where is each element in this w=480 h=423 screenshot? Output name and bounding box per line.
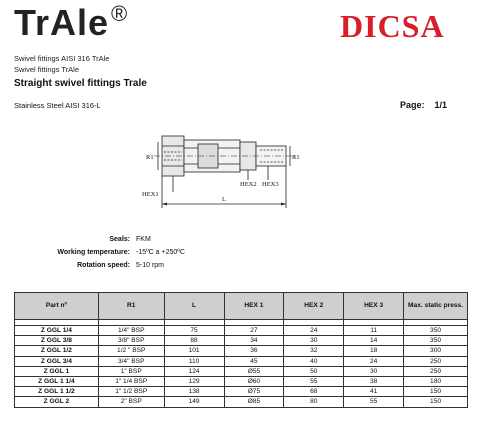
material-text: Stainless Steel AISI 316-L bbox=[14, 101, 101, 110]
table-row bbox=[15, 387, 468, 397]
fitting-drawing bbox=[140, 128, 310, 216]
cell-hex1: 34 bbox=[224, 336, 284, 346]
col-header-r1: R1 bbox=[98, 293, 164, 320]
trale-logo: TrAle® bbox=[14, 1, 129, 43]
table-row bbox=[15, 397, 468, 407]
col-header-hex2: HEX 2 bbox=[284, 293, 344, 320]
spec-value-rotation: 5-10 rpm bbox=[136, 262, 165, 269]
cell-pressure: 250 bbox=[404, 366, 468, 376]
cell-pressure: 300 bbox=[404, 346, 468, 356]
cell-r1: 1/4" BSP bbox=[98, 326, 164, 336]
page-title: Straight swivel fittings Trale bbox=[14, 78, 147, 89]
cell-r1: 1" 1/2 BSP bbox=[98, 387, 164, 397]
cell-pressure: 150 bbox=[404, 397, 468, 407]
dimensions-table bbox=[14, 292, 468, 408]
cell-hex3: 30 bbox=[344, 366, 404, 376]
cell-hex3: 41 bbox=[344, 387, 404, 397]
dicsa-logo: DICSA bbox=[340, 8, 445, 44]
cell-l: 149 bbox=[164, 397, 224, 407]
cell-pressure: 350 bbox=[404, 326, 468, 336]
col-header-pressure: Max. static press. bbox=[404, 293, 468, 320]
cell-l: 101 bbox=[164, 346, 224, 356]
table-row bbox=[15, 346, 468, 356]
cell-hex1: 36 bbox=[224, 346, 284, 356]
spec-label-rotation: Rotation speed: bbox=[77, 262, 130, 269]
cell-hex1: 45 bbox=[224, 356, 284, 366]
cell-part: Z GGL 3/4 bbox=[15, 356, 99, 366]
cell-part: Z GGL 1/2 bbox=[15, 346, 99, 356]
cell-hex1: Ø55 bbox=[224, 366, 284, 376]
registered-mark: ® bbox=[111, 1, 129, 26]
table-row bbox=[15, 356, 468, 366]
cell-hex2: 40 bbox=[284, 356, 344, 366]
cell-hex1: 27 bbox=[224, 326, 284, 336]
col-header-l: L bbox=[164, 293, 224, 320]
cell-hex2: 32 bbox=[284, 346, 344, 356]
spec-value-temperature: -15ºC a +250ºC bbox=[136, 249, 185, 256]
table-row bbox=[15, 366, 468, 376]
cell-l: 75 bbox=[164, 326, 224, 336]
cell-r1: 1" 1/4 BSP bbox=[98, 376, 164, 386]
cell-hex3: 24 bbox=[344, 356, 404, 366]
cell-pressure: 150 bbox=[404, 387, 468, 397]
cell-part: Z GGL 3/8 bbox=[15, 336, 99, 346]
hex3-label: HEX3 bbox=[262, 181, 279, 188]
cell-pressure: 250 bbox=[404, 356, 468, 366]
subtitle-line-2: Swivel fittings TrAle bbox=[14, 65, 80, 74]
cell-hex3: 38 bbox=[344, 376, 404, 386]
cell-hex3: 14 bbox=[344, 336, 404, 346]
table-header-row bbox=[15, 293, 468, 320]
cell-hex3: 18 bbox=[344, 346, 404, 356]
page-indicator: Page: 1/1 bbox=[400, 100, 448, 110]
cell-part: Z GGL 1 1/2 bbox=[15, 387, 99, 397]
cell-part: Z GGL 1 bbox=[15, 366, 99, 376]
col-header-part: Part nº bbox=[15, 293, 99, 320]
cell-pressure: 350 bbox=[404, 336, 468, 346]
table-row bbox=[15, 336, 468, 346]
cell-hex2: 80 bbox=[284, 397, 344, 407]
cell-part: Z GGL 1 1/4 bbox=[15, 376, 99, 386]
r1-right-label: R1 bbox=[292, 154, 300, 161]
hex2-label: HEX2 bbox=[240, 181, 257, 188]
subtitle-line-1: Swivel fittings AISI 316 TrAle bbox=[14, 54, 110, 63]
spec-label-temperature: Working temperature: bbox=[57, 249, 130, 256]
cell-hex2: 24 bbox=[284, 326, 344, 336]
cell-hex2: 30 bbox=[284, 336, 344, 346]
cell-hex1: Ø60 bbox=[224, 376, 284, 386]
r1-left-label: R1 bbox=[146, 154, 154, 161]
hex1-label: HEX1 bbox=[142, 191, 159, 198]
cell-pressure: 180 bbox=[404, 376, 468, 386]
cell-r1: 2" BSP bbox=[98, 397, 164, 407]
col-header-hex3: HEX 3 bbox=[344, 293, 404, 320]
cell-hex3: 55 bbox=[344, 397, 404, 407]
cell-r1: 3/4" BSP bbox=[98, 356, 164, 366]
cell-part: Z GGL 2 bbox=[15, 397, 99, 407]
spec-label-seals: Seals: bbox=[109, 236, 130, 243]
cell-hex1: Ø85 bbox=[224, 397, 284, 407]
cell-hex2: 50 bbox=[284, 366, 344, 376]
cell-r1: 3/8" BSP bbox=[98, 336, 164, 346]
cell-l: 129 bbox=[164, 376, 224, 386]
cell-r1: 1/2 " BSP bbox=[98, 346, 164, 356]
cell-hex2: 55 bbox=[284, 376, 344, 386]
cell-l: 110 bbox=[164, 356, 224, 366]
table-row bbox=[15, 376, 468, 386]
cell-l: 138 bbox=[164, 387, 224, 397]
cell-hex2: 68 bbox=[284, 387, 344, 397]
table-row bbox=[15, 326, 468, 336]
spec-value-seals: FKM bbox=[136, 236, 151, 243]
cell-l: 124 bbox=[164, 366, 224, 376]
cell-l: 88 bbox=[164, 336, 224, 346]
cell-part: Z GGL 1/4 bbox=[15, 326, 99, 336]
col-header-hex1: HEX 1 bbox=[224, 293, 284, 320]
cell-hex1: Ø75 bbox=[224, 387, 284, 397]
cell-hex3: 11 bbox=[344, 326, 404, 336]
length-label: L bbox=[222, 196, 226, 203]
cell-r1: 1" BSP bbox=[98, 366, 164, 376]
